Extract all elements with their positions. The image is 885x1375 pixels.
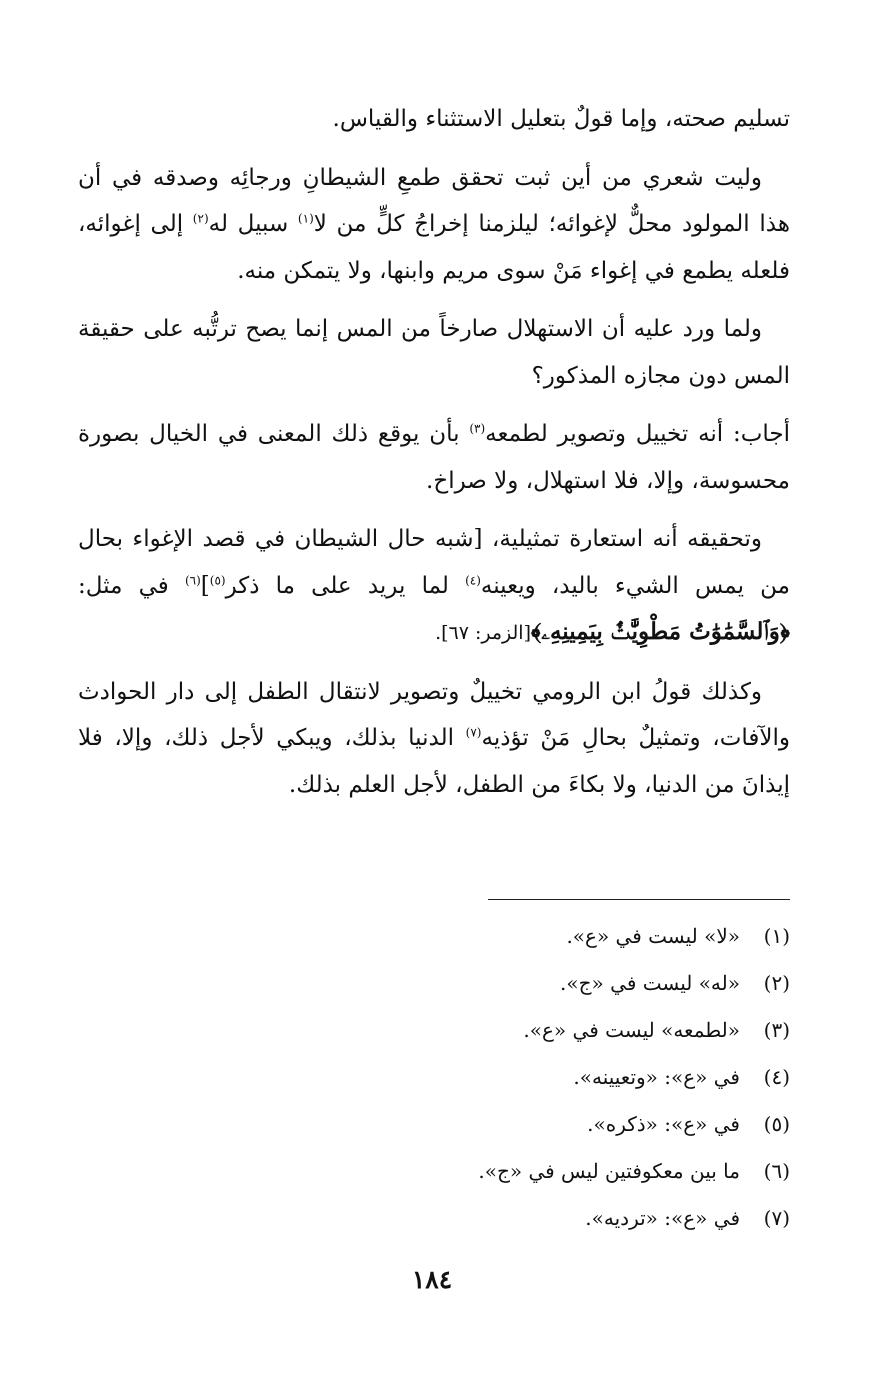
- verse-reference: [الزمر: ٦٧].: [435, 622, 532, 644]
- footnote-text: «له» ليست في «ج».: [560, 971, 740, 995]
- text-segment: الدنيا بذلك، ويبكي لأجل ذلك، وإلا، فلا إيذانَ من الدنيا، ولا بكاءَ من الطفل، لأجل العلم بذلك.: [78, 725, 790, 798]
- footnote-number: (٦): [763, 1159, 790, 1183]
- footnote-ref-1[interactable]: (١): [297, 211, 314, 226]
- footnote-number: (١): [763, 924, 790, 948]
- footnote-text: ما بين معكوفتين ليس في «ج».: [478, 1159, 740, 1183]
- text-segment: في مثل:: [78, 572, 185, 599]
- footnote-1: [300, 918, 790, 965]
- footnote-text: في «ع»: «وتعيينه».: [573, 1065, 740, 1089]
- footnote-6: [300, 1153, 790, 1200]
- footnote-separator: [488, 899, 790, 900]
- text-segment: وتحقيقه أنه استعارة تمثيلية، [شبه حال الشيطان في قصد الإغواء بحال من يمس الشيء باليد، ويعينه: [78, 526, 791, 599]
- footnote-ref-2[interactable]: (٢): [192, 211, 209, 226]
- footnote-7: [300, 1200, 790, 1247]
- paragraph-2: [78, 155, 790, 295]
- footnote-number: (٣): [763, 1018, 790, 1042]
- paragraph-4: [78, 411, 790, 504]
- footnote-number: (٤): [763, 1065, 790, 1089]
- text-segment: بأن يوقع ذلك المعنى في الخيال بصورة محسوسة، وإلا، فلا استهلال، ولا صراخ.: [78, 421, 790, 494]
- text-segment: أجاب: أنه تخييل وتصوير لطمعه: [485, 421, 790, 447]
- footnote-text: في «ع»: «ذكره».: [587, 1112, 740, 1136]
- paragraph-6: [78, 669, 790, 809]
- footnote-ref-3[interactable]: (٣): [469, 421, 486, 436]
- text-segment: وليت شعري من أين ثبت تحقق طمعِ الشيطانِ ورجائِه وصدقه في أن هذا المولود محلٌّ لإغوائه؛ ليلزمنا إخراجُ كلٍّ من لا: [78, 164, 790, 237]
- footnotes-section: [300, 918, 790, 1247]
- text-segment: وكذلك قولُ ابن الرومي تخييلٌ وتصوير لانتقال الطفل إلى دار الحوادث والآفات، وتمثيلٌ بحالِ مَنْ تؤذيه: [78, 678, 790, 751]
- quran-verse: ﴿وَٱلسَّمَٰوَٰتُ مَطْوِيَّٰتٌۢ بِيَمِينِهِۦ﴾: [531, 618, 790, 645]
- text-segment: لما يريد على ما ذكر: [225, 572, 466, 599]
- footnote-ref-7[interactable]: (٧): [465, 725, 482, 740]
- paragraph-3: [78, 306, 790, 399]
- footnote-text: «لطمعه» ليست في «ع».: [523, 1018, 740, 1042]
- text-segment: سبيل له: [208, 211, 298, 237]
- footnote-2: [300, 965, 790, 1012]
- footnote-number: (٧): [763, 1206, 790, 1230]
- footnote-3: [300, 1012, 790, 1059]
- paragraph-5: [78, 516, 790, 657]
- text-segment: ]: [200, 572, 210, 599]
- footnote-ref-5[interactable]: (٥): [209, 572, 226, 587]
- footnote-ref-6[interactable]: (٦): [184, 572, 201, 587]
- footnote-text: «لا» ليست في «ع».: [566, 924, 740, 948]
- text-segment: تسليم صحته، وإما قولٌ بتعليل الاستثناء والقياس.: [332, 106, 790, 132]
- footnote-number: (٢): [763, 971, 790, 995]
- footnote-5: [300, 1106, 790, 1153]
- main-text: [78, 96, 790, 820]
- footnote-text: في «ع»: «ترديه».: [585, 1206, 740, 1230]
- footnote-ref-4[interactable]: (٤): [465, 572, 481, 587]
- footnote-4: [300, 1059, 790, 1106]
- text-segment: إلى إغوائه، فلعله يطمع في إغواء مَنْ سوى مريم وابنها، ولا يتمكن منه.: [78, 211, 790, 284]
- footnote-number: (٥): [763, 1112, 790, 1136]
- text-segment: ولما ورد عليه أن الاستهلال صارخاً من المس إنما يصح ترتُّبه على حقيقة المس دون مجازه المذكور؟: [78, 316, 790, 389]
- paragraph-1: [78, 96, 790, 143]
- page-number: ١٨٤: [411, 1265, 453, 1294]
